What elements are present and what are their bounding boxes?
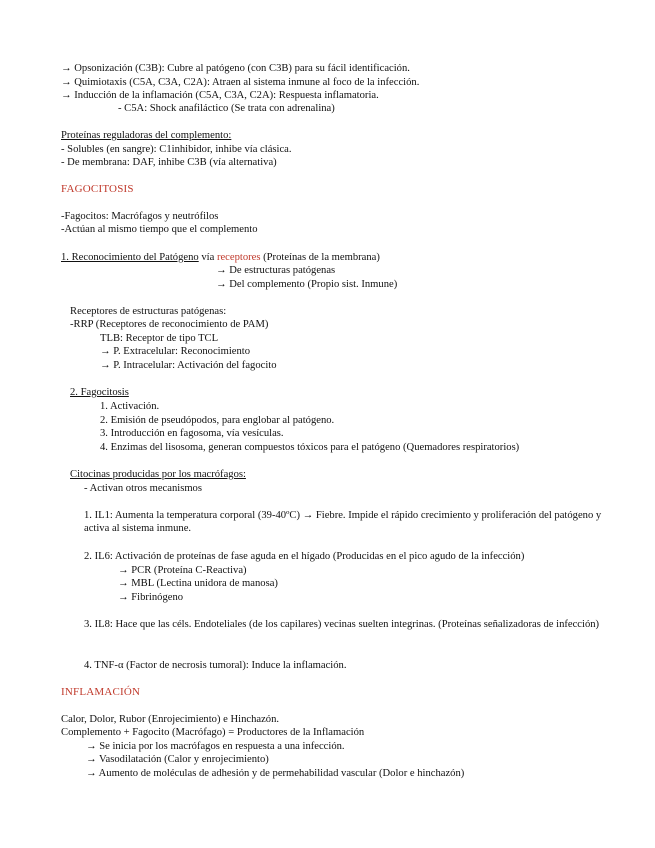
inflammation-induction-line: → Inducción de la inflamación (C5A, C3A, C2A): Respuesta inflamatoria. <box>61 90 379 101</box>
il1-line: 1. IL1: Aumenta la temperatura corporal (39-40ºC) → Fiebre. Impide el rápido crecimiento y proliferación del patógeno y activa al sistema inmune. <box>84 510 602 534</box>
recognition-title: 1. Reconocimiento del Patógeno <box>61 252 199 263</box>
complement-receptors: → Del complemento (Propio sist. Inmune) <box>216 279 398 290</box>
simultaneous-line: -Actúan al mismo tiempo que el complemento <box>61 224 258 235</box>
phago-process-title: 2. Fagocitosis <box>70 387 129 398</box>
phago-step: 4. Enzimas del lisosoma, generan compuestos tóxicos para el patógeno (Quemadores respiratorios) <box>100 442 520 453</box>
il8-line: 3. IL8: Hace que las céls. Endoteliales (de los capilares) vecinas suelten integrinas. (Proteínas señalizadoras de infección) <box>84 619 600 630</box>
receptors-block-title: Receptores de estructuras patógenas: <box>70 306 227 317</box>
regulators-membrane: - De membrana: DAF, inhibe C3B (vía alternativa) <box>61 157 277 168</box>
inflammation-item: → Aumento de moléculas de adhesión y de permehabilidad vascular (Dolor e hinchazón) <box>86 768 465 779</box>
cytokines-activate: - Activan otros mecanismos <box>84 483 202 494</box>
recognition-via: vía <box>198 252 217 263</box>
phago-step: 2. Emisión de pseudópodos, para englobar al patógeno. <box>100 415 335 426</box>
chemotaxis-line: → Quimiotaxis (C5A, C3A, C2A): Atraen al sistema inmune al foco de la infección. <box>61 77 420 88</box>
receptors-word: receptores <box>216 252 261 263</box>
opsonization-line: → Opsonización (C3B): Cubre al patógeno (con C3B) para su fácil identificación. <box>61 63 410 74</box>
membrane-note: (Proteínas de la membrana) <box>260 252 380 263</box>
phagocytosis-heading: FAGOCITOSIS <box>61 183 134 195</box>
il6-item: → PCR (Proteína C-Reactiva) <box>118 565 247 576</box>
rrp-line: -RRP (Receptores de reconocimiento de PAM) <box>70 319 269 330</box>
inflammation-item: → Se inicia por los macrófagos en respuesta a una infección. <box>86 741 345 752</box>
tlb-line: TLB: Receptor de tipo TCL <box>100 333 219 344</box>
il6-item: → Fibrinógeno <box>118 592 184 603</box>
tnf-line: 4. TNF-α (Factor de necrosis tumoral): Induce la inflamación. <box>84 660 347 671</box>
cytokines-title: Citocinas producidas por los macrófagos: <box>70 469 246 480</box>
inflammation-producers: Complemento + Fagocito (Macrófago) = Productores de la Inflamación <box>61 727 365 738</box>
phagocytes-line: -Fagocitos: Macrófagos y neutrófilos <box>61 211 219 222</box>
phago-step: 1. Activación. <box>100 401 160 412</box>
il6-item: → MBL (Lectina unidora de manosa) <box>118 578 278 589</box>
regulators-title: Proteínas reguladoras del complemento: <box>61 130 232 141</box>
extracellular-line: → P. Extracelular: Reconocimiento <box>100 346 251 357</box>
regulators-soluble: - Solubles (en sangre): C1inhibidor, inhibe vía clásica. <box>61 144 292 155</box>
phago-step: 3. Introducción en fagosoma, vía vesículas. <box>100 428 284 439</box>
recognition-line <box>61 251 380 264</box>
intracellular-line: → P. Intracelular: Activación del fagocito <box>100 360 277 371</box>
pathogenic-structures: → De estructuras patógenas <box>216 265 336 276</box>
inflammation-signs: Calor, Dolor, Rubor (Enrojecimiento) e Hinchazón. <box>61 714 280 725</box>
c5a-line: - C5A: Shock anafiláctico (Se trata con adrenalina) <box>118 103 335 114</box>
inflammation-heading: INFLAMACIÓN <box>61 686 141 698</box>
inflammation-item: → Vasodilatación (Calor y enrojecimiento) <box>86 754 269 765</box>
il6-line: 2. IL6: Activación de proteínas de fase aguda en el hígado (Producidas en el pico agudo de la infección) <box>84 551 525 562</box>
